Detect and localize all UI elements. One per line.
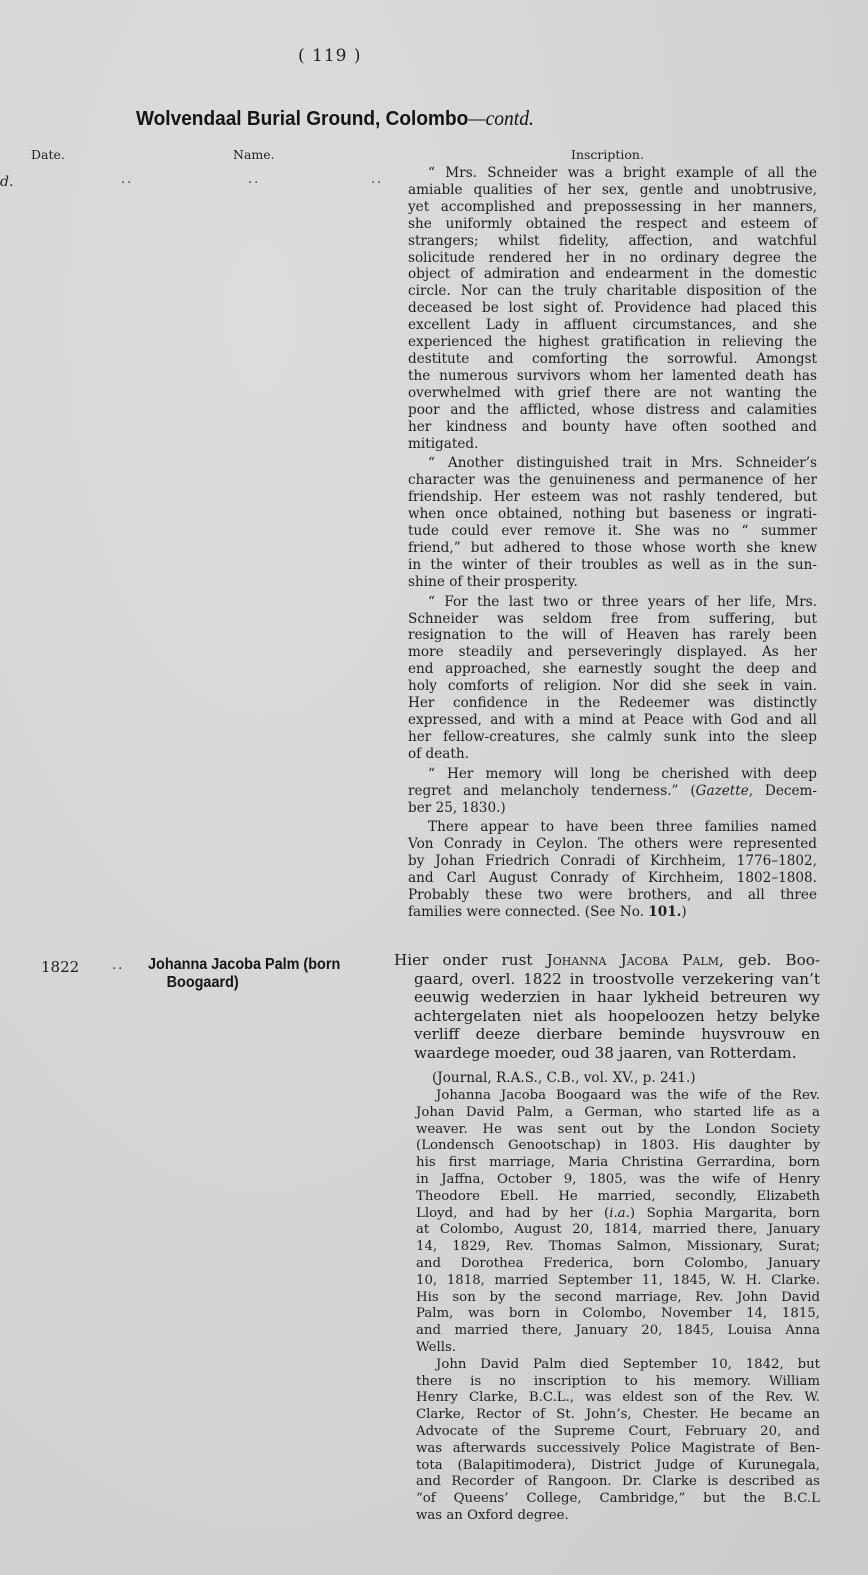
- entry-schneider-text: [408, 165, 817, 924]
- entry-name-line: Boogaard): [166, 974, 239, 991]
- inscription-lines: [394, 970, 820, 1063]
- text-run: Lloyd, and had by her (: [416, 1205, 610, 1221]
- text-line: Her confidence in the Redeemer was distinctly: [408, 695, 817, 712]
- text-line: excellent Lady in affluent circumstances, and she: [408, 317, 817, 334]
- text-line: her fellow-creatures, she calmly sunk into the sleep: [408, 728, 817, 745]
- text-line: yet accomplished and prepossessing in her manners,: [408, 198, 817, 215]
- text-line: holy comforts of religion. Nor did she seek in vain.: [408, 678, 817, 695]
- text-line: “ Her memory will long be cherished with deep: [428, 765, 817, 782]
- text-line: was afterwards successively Police Magistrate of Ben-: [416, 1440, 820, 1456]
- notes-lines: [416, 1222, 820, 1356]
- text-line: resignation to the will of Heaven has rarely been: [408, 627, 817, 644]
- text-line: “ For the last two or three years of her life, Mrs.: [428, 593, 817, 610]
- text-line: “ Another distinguished trait in Mrs. Schneider’s: [428, 455, 817, 472]
- text-run: families were connected. (See No.: [408, 903, 649, 920]
- notes-paragraph-1: [416, 1088, 820, 1357]
- continuation-mark: d.: [0, 174, 14, 190]
- text-line: object of admiration and endearment in the domestic: [408, 266, 817, 283]
- text-line: and Carl August Conrady of Kirchheim, 1802–1808.: [408, 870, 817, 887]
- text-line: his first marriage, Maria Christina Gerrardina, born: [416, 1155, 820, 1171]
- text-line: Probably these two were brothers, and all three: [408, 887, 817, 904]
- leader-dots-entry: ..: [112, 958, 125, 973]
- text-line: Johan David Palm, a German, who started life as a: [416, 1104, 820, 1120]
- text-line: amiable qualities of her sex, gentle and unobtrusive,: [408, 181, 817, 198]
- text-line: (Londensch Genootschap) in 1803. His daughter by: [416, 1138, 820, 1154]
- section-title-main: Wolvendaal Burial Ground, Colombo: [136, 107, 469, 130]
- text-line: friendship. Her esteem was not rashly tendered, but: [408, 489, 817, 506]
- text-line: [408, 904, 817, 921]
- text-line: in Jaffna, October 9, 1805, was the wife of Henry: [416, 1171, 820, 1187]
- text-line: overwhelmed with grief there are not wanting the: [408, 384, 817, 401]
- families-paragraph: [408, 819, 817, 920]
- text-line: character was the genuineness and permanence of her: [408, 472, 817, 489]
- text-line: experienced the highest gratification in relieving the: [408, 334, 817, 351]
- column-header-inscription: Inscription.: [571, 147, 644, 162]
- text-line: shine of their prosperity.: [408, 573, 578, 590]
- text-line: [408, 783, 817, 800]
- text-line: by Johan Friedrich Conradi of Kirchheim, 1776–1802,: [408, 853, 817, 870]
- text-line: her kindness and bounty have often soothed and: [408, 418, 817, 435]
- column-header-name: Name.: [233, 147, 275, 162]
- entry-palm-inscription: [394, 951, 820, 1063]
- text-line: “of Queens’ College, Cambridge,” but the B.C.L: [416, 1491, 820, 1507]
- text-line: Henry Clarke, B.C.L., was eldest son of the Rev. W.: [416, 1390, 820, 1406]
- memory-paragraph: [408, 766, 817, 817]
- text-line: the numerous survivors whom her lamented death has: [408, 367, 817, 384]
- page-number: ( 119 ): [298, 46, 362, 66]
- text-line: “ Mrs. Schneider was a bright example of all the: [428, 165, 817, 181]
- gazette-citation: Gazette: [695, 782, 749, 799]
- text-line: [394, 951, 820, 970]
- text-line: poor and the afflicted, whose distress and calamities: [408, 401, 817, 418]
- text-line: circle. Nor can the truly charitable disposition of the: [408, 283, 817, 300]
- text-run: , geb. Boo-: [719, 951, 821, 969]
- leader-dots-inscription: ..: [371, 172, 384, 187]
- text-line: at Colombo, August 20, 1814, married there, January: [416, 1222, 820, 1238]
- text-line: Wells.: [416, 1339, 457, 1355]
- journal-reference: (Journal, R.A.S., C.B., vol. XV., p. 241.): [432, 1070, 696, 1086]
- text-line: achtergelaten niet als hoopeloozen hetzy belyke: [414, 1006, 820, 1025]
- entry-palm-notes: [416, 1088, 820, 1525]
- text-line: eeuwig wederzien in haar lykheid betreuren wy: [414, 988, 820, 1007]
- section-title: [136, 106, 534, 131]
- text-line: His son by the second marriage, Rev. John David: [416, 1289, 820, 1305]
- families-lines: [408, 819, 817, 904]
- text-line: and Recorder of Rangoon. Dr. Clarke is described as: [416, 1474, 820, 1490]
- text-line: when once obtained, nothing but baseness or ingrati-: [408, 506, 817, 523]
- quote-paragraph: [408, 594, 817, 763]
- leader-dots-date: ..: [121, 172, 134, 187]
- text-line: she uniformly obtained the respect and esteem of: [408, 215, 817, 232]
- entry-name-line: Johanna Jacoba Palm (born: [148, 956, 341, 973]
- text-run: Hier onder rust: [394, 951, 547, 969]
- text-line: solicitude rendered her in no ordinary degree the: [408, 249, 817, 266]
- text-line: [416, 1206, 820, 1223]
- text-line: tota (Balapitimodera), District Judge of Kurunegala,: [416, 1457, 820, 1473]
- text-run: , Decem-: [748, 782, 818, 799]
- notes-lines: [416, 1088, 820, 1206]
- entry-name: [148, 956, 340, 992]
- text-line: and Dorothea Frederica, born Colombo, January: [416, 1255, 820, 1271]
- text-line: more steadily and perseveringly displayed. As her: [408, 644, 817, 661]
- text-line: tude could ever remove it. She was no “ summer: [408, 523, 817, 540]
- text-run: ) Sophia Margarita, born: [629, 1205, 820, 1221]
- entry-date: 1822: [41, 958, 80, 976]
- text-line: ber 25, 1830.): [408, 799, 506, 816]
- column-header-date: Date.: [31, 147, 65, 162]
- deceased-name-smallcaps: Johanna Jacoba Palm: [546, 951, 720, 969]
- text-line: Von Conrady in Ceylon. The others were represented: [408, 836, 817, 853]
- text-run: ): [681, 903, 687, 920]
- text-line: gaard, overl. 1822 in troostvolle verzekering van’t: [414, 969, 820, 988]
- text-line: destitute and comforting the sorrowful. Amongst: [408, 350, 817, 367]
- text-line: strangers; whilst fidelity, affection, and watchful: [408, 232, 817, 249]
- text-line: Advocate of the Supreme Court, February 20, and: [416, 1423, 820, 1439]
- text-line: There appear to have been three families named: [428, 819, 817, 836]
- text-line: 10, 1818, married September 11, 1845, W. H. Clarke.: [416, 1272, 820, 1288]
- text-line: friend,” but adhered to those whose worth she knew: [408, 539, 817, 556]
- text-line: and married there, January 20, 1845, Louisa Anna: [416, 1323, 820, 1339]
- inter-alia-abbrev: i.a.: [609, 1205, 630, 1221]
- text-line: mitigated.: [408, 435, 479, 452]
- text-line: John David Palm died September 10, 1842, but: [436, 1356, 820, 1372]
- notes-paragraph-2: [416, 1357, 820, 1525]
- text-line: deceased be lost sight of. Providence had placed this: [408, 300, 817, 317]
- text-line: was an Oxford degree.: [416, 1507, 569, 1523]
- text-line: there is no inscription to his memory. William: [416, 1373, 820, 1389]
- quote-paragraph: [408, 455, 817, 590]
- schneider-quote-paragraphs: [408, 165, 817, 763]
- text-line: end approached, she earnestly sought the deep and: [408, 661, 817, 678]
- text-line: Clarke, Rector of St. John’s, Chester. He became an: [416, 1407, 820, 1423]
- cross-reference-number: 101.: [648, 903, 682, 920]
- text-line: weaver. He was sent out by the London Society: [416, 1121, 820, 1137]
- text-line: Palm, was born in Colombo, November 14, 1815,: [416, 1306, 820, 1322]
- leader-dots-name: ..: [248, 172, 261, 187]
- text-line: expressed, and with a mind at Peace with God and all: [408, 712, 817, 728]
- section-title-contd: —contd.: [468, 106, 534, 130]
- quote-paragraph: [408, 165, 817, 452]
- text-line: verliff deeze dierbare beminde huysvrouw en: [414, 1025, 820, 1044]
- text-line: of death.: [408, 745, 469, 762]
- text-line: Theodore Ebell. He married, secondly, Elizabeth: [416, 1188, 820, 1204]
- text-line: in the winter of their troubles as well as in the sun-: [408, 556, 817, 573]
- text-line: Schneider was seldom free from suffering, but: [408, 610, 817, 627]
- text-line: waardege moeder, oud 38 jaaren, van Rotterdam.: [414, 1043, 797, 1062]
- text-line: 14, 1829, Rev. Thomas Salmon, Missionary, Surat;: [416, 1239, 820, 1255]
- text-line: Johanna Jacoba Boogaard was the wife of the Rev.: [436, 1088, 820, 1103]
- text-run: regret and melancholy tenderness.” (: [408, 782, 696, 799]
